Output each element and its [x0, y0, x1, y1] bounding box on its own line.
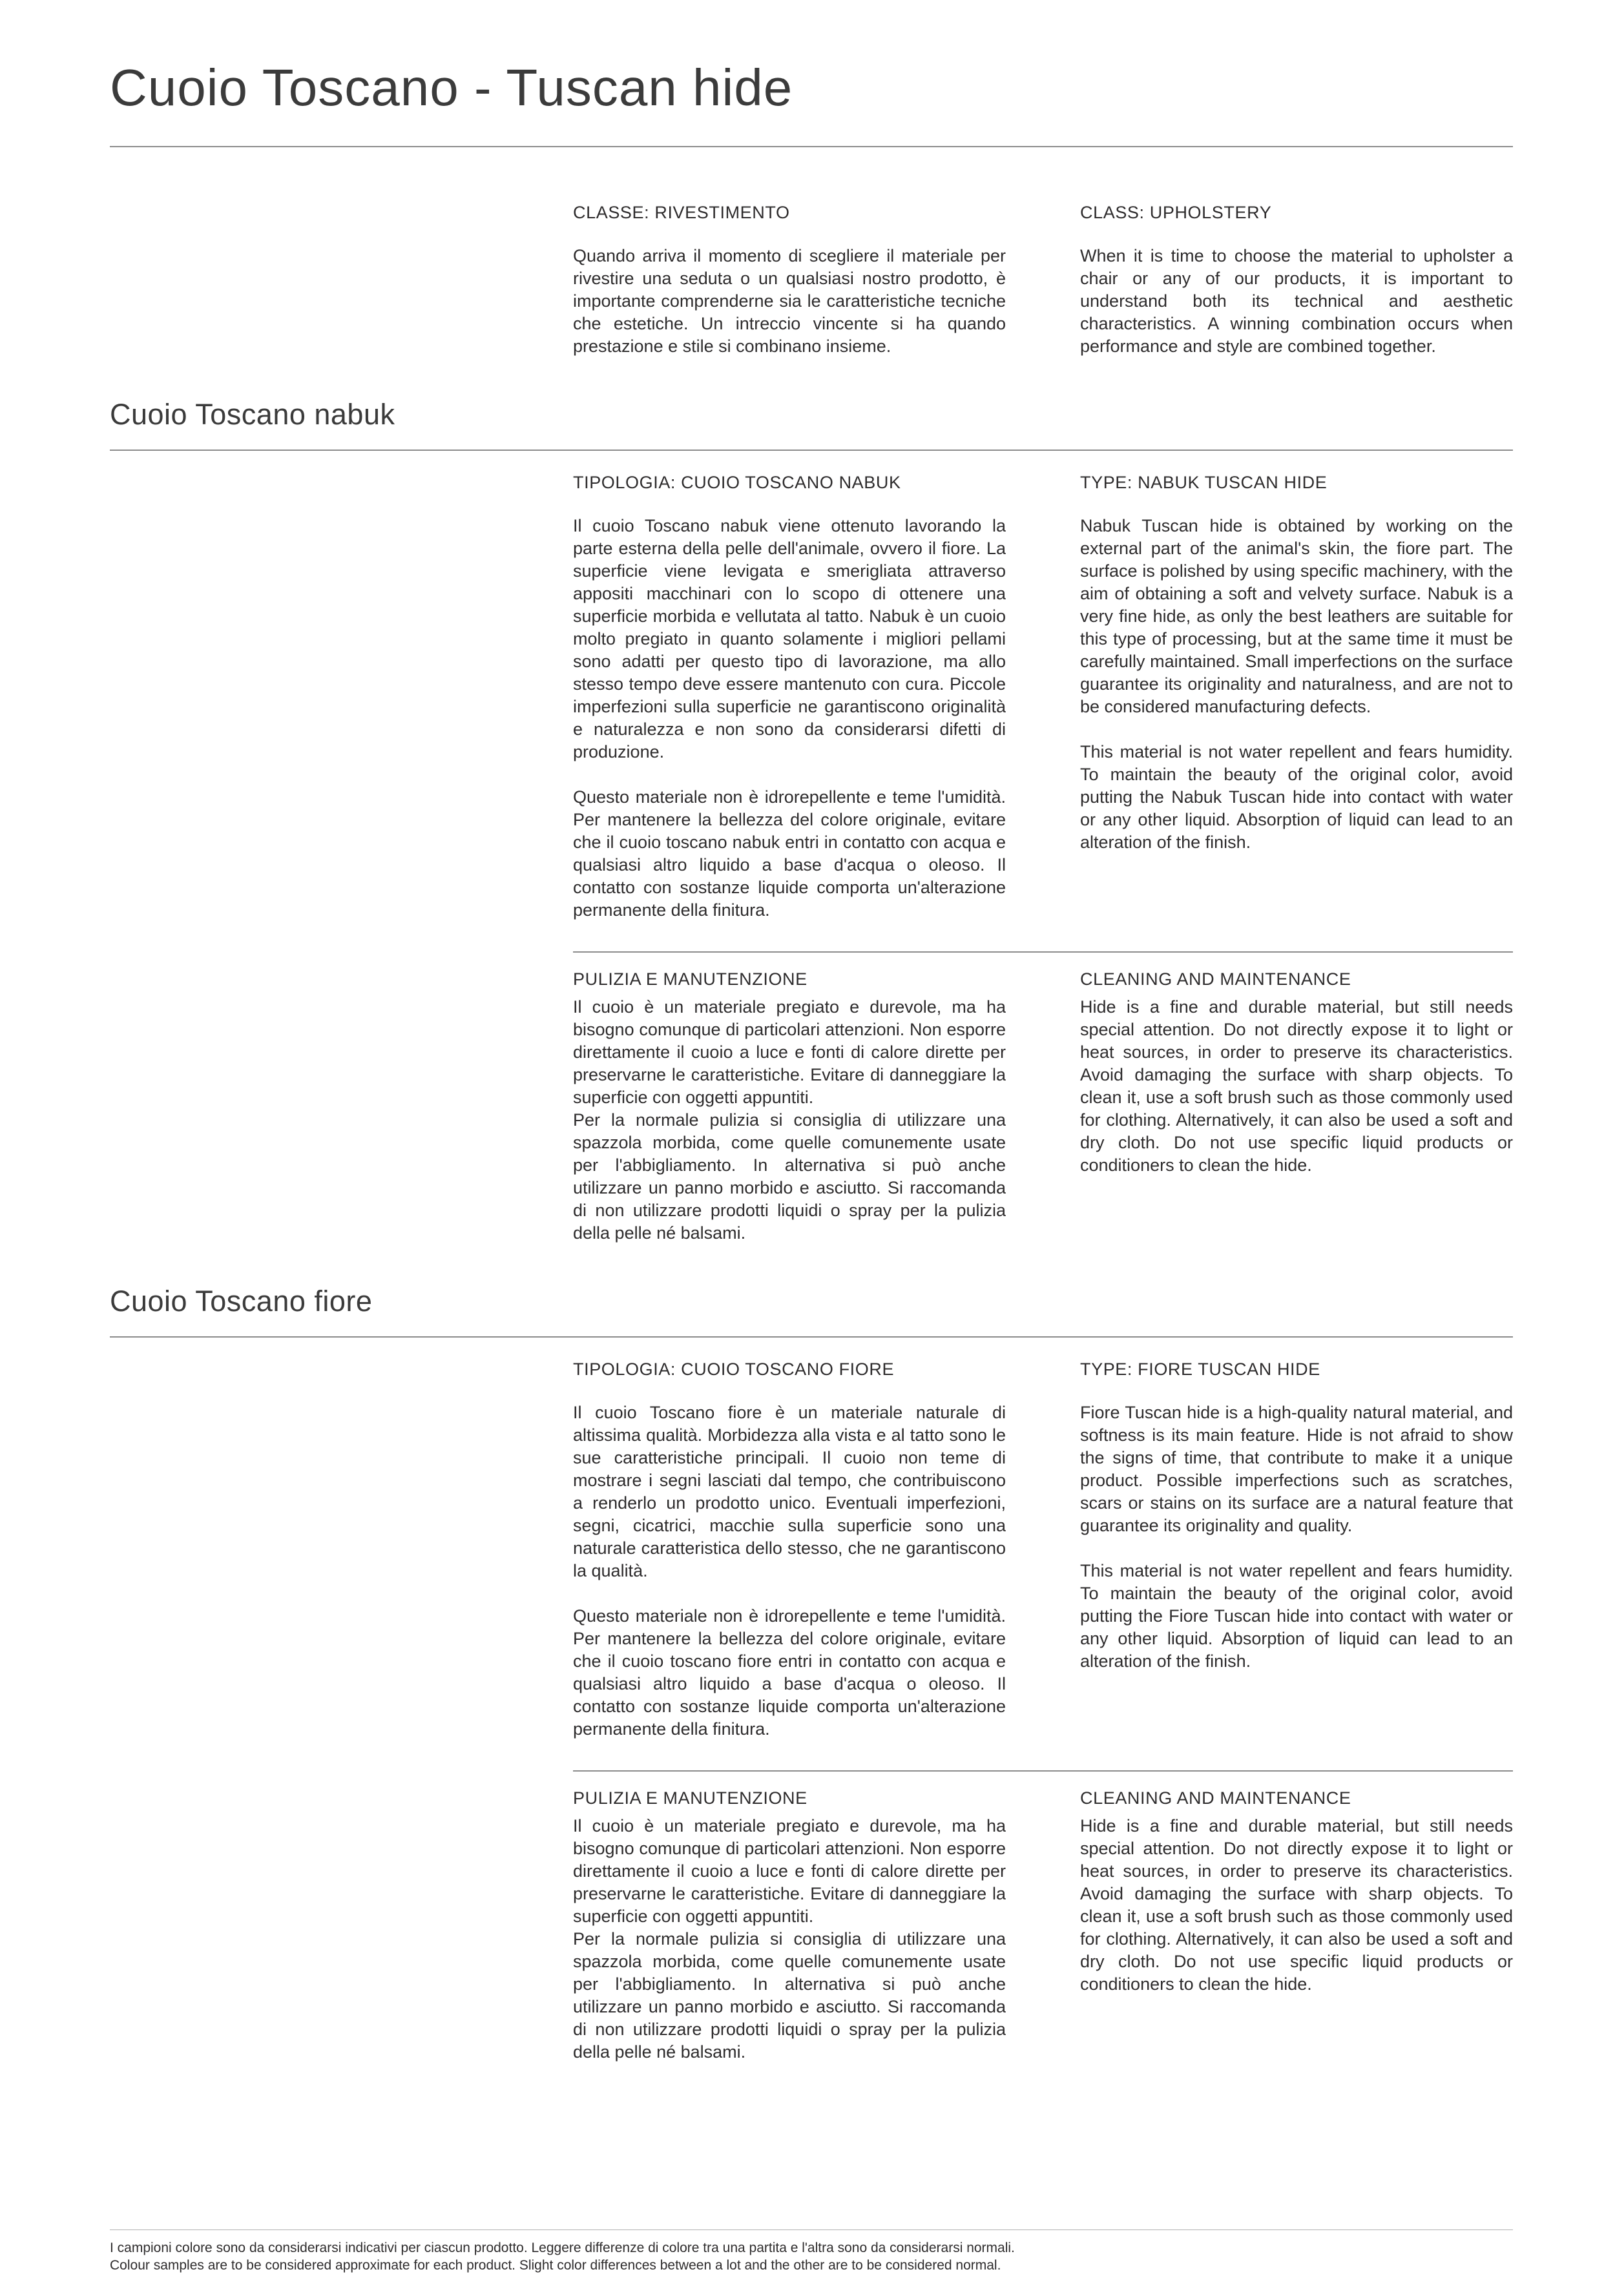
care-paragraph: Il cuoio è un materiale pregiato e durevole, ma ha bisogno comunque di particolari attenzioni. Non esporre direttamente il cuoio a luce e fonti di calore dirette per preservarne le caratteristiche. Evitare di danneggiare la superficie con oggetti appuntiti. [573, 997, 1006, 1107]
care-heading-it: PULIZIA E MANUTENZIONE [573, 1788, 808, 1808]
type-heading-en: TYPE: NABUK TUSCAN HIDE [1080, 473, 1328, 492]
type-paragraph: This material is not water repellent and fears humidity. To maintain the beauty of the original color, avoid putting the Fiore Tuscan hide into contact with water or any other liquid. Absorption of liquid can lead to an alteration of the finish. [1080, 1561, 1513, 1671]
section-fiore [110, 1285, 1513, 2063]
divider-rule [573, 1770, 1513, 1772]
section-nabuk [110, 398, 1513, 1245]
care-col-english [1080, 968, 1513, 1245]
type-col-italian [573, 1358, 1006, 1741]
type-paragraph: Il cuoio Toscano fiore è un materiale naturale di altissima qualità. Morbidezza alla vista e al tatto sono le sue caratteristiche principali. Il cuoio non teme di mostrare i segni lasciati dal tempo, che contribuiscono a renderlo un prodotto unico. Eventuali imperfezioni, segni, cicatrici, macchie sulla superficie sono una naturale caratteristica dello stesso, che ne garantiscono la qualità. [573, 1403, 1006, 1580]
intro-col-italian [573, 202, 1006, 358]
care-col-english [1080, 1787, 1513, 2063]
page-footer [110, 2229, 1513, 2274]
type-paragraph: Il cuoio Toscano nabuk viene ottenuto lavorando la parte esterna della pelle dell'animale, ovvero il fiore. La superficie viene levigata e smerigliata attraverso appositi macchinari con lo scopo di ottenere una superficie morbida e vellutata al tatto. Nabuk è un cuoio molto pregiato in quanto solamente i migliori pellami sono adatti per questo tipo di lavorazione, ma allo stesso tempo deve essere mantenuto con cura. Piccole imperfezioni sulla superficie ne garantiscono originalità e naturalezza e non sono da considerarsi difetti di produzione. [573, 516, 1006, 761]
section-title-nabuk: Cuoio Toscano nabuk [110, 398, 395, 431]
care-heading-en: CLEANING AND MAINTENANCE [1080, 969, 1351, 989]
type-col-english [1080, 1358, 1513, 1741]
care-paragraph: Per la normale pulizia si consiglia di utilizzare una spazzola morbida, come quelle comunemente usate per l'abbigliamento. In alternativa si può anche utilizzare un panno morbido e asciutto. Si raccomanda di non utilizzare prodotti liquidi o spray per la pulizia della pelle né balsami. [573, 1110, 1006, 1243]
type-block-fiore [573, 1358, 1513, 1741]
title-rule [110, 146, 1513, 147]
type-col-english [1080, 471, 1513, 922]
section-title-fiore: Cuoio Toscano fiore [110, 1285, 373, 1318]
type-paragraph: Questo materiale non è idrorepellente e teme l'umidità. Per mantenere la bellezza del colore originale, evitare che il cuoio toscano fiore entri in contatto con acqua e qualsiasi altro liquido a base d'acqua o oleoso. Il contatto con sostanze liquide comporta un'alterazione permanente della finitura. [573, 1606, 1006, 1739]
intro-heading-en: CLASS: UPHOLSTERY [1080, 203, 1272, 222]
care-heading-it: PULIZIA E MANUTENZIONE [573, 969, 808, 989]
intro-text-it: Quando arriva il momento di scegliere il materiale per rivestire una seduta o un qualsiasi nostro prodotto, è importante comprenderne sia le caratteristiche tecniche che estetiche. Un intreccio vincente si ha quando prestazione e stile si combinano insieme. [573, 246, 1006, 356]
care-paragraph: Il cuoio è un materiale pregiato e durevole, ma ha bisogno comunque di particolari attenzioni. Non esporre direttamente il cuoio a luce e fonti di calore dirette per preservarne le caratteristiche. Evitare di danneggiare la superficie con oggetti appuntiti. [573, 1816, 1006, 1926]
section-rule-fiore [110, 1336, 1513, 1338]
intro-heading-it: CLASSE: RIVESTIMENTO [573, 203, 790, 222]
footer-note-en: Colour samples are to be considered approximate for each product. Slight color differences between a lot and the other are to be considered normal. [110, 2258, 1001, 2273]
type-paragraph: Nabuk Tuscan hide is obtained by working on the external part of the animal's skin, the fiore part. The surface is polished by using specific machinery, with the aim of obtaining a soft and velvety surface. Nabuk is a very fine hide, as only the best leathers are suitable for this type of processing, but at the same time it must be carefully maintained. Small imperfections on the surface guarantee its originality and naturalness, and are not to be considered manufacturing defects. [1080, 516, 1513, 716]
care-block-nabuk [573, 968, 1513, 1245]
intro-text-en: When it is time to choose the material to upholster a chair or any of our products, it is important to understand both its technical and aesthetic characteristics. A winning combination occurs when performance and style are combined together. [1080, 246, 1513, 356]
type-block-nabuk [573, 471, 1513, 922]
footer-rule [110, 2229, 1513, 2230]
page-title: Cuoio Toscano - Tuscan hide [110, 59, 793, 116]
care-paragraph: Per la normale pulizia si consiglia di utilizzare una spazzola morbida, come quelle comunemente usate per l'abbigliamento. In alternativa si può anche utilizzare un panno morbido e asciutto. Si raccomanda di non utilizzare prodotti liquidi o spray per la pulizia della pelle né balsami. [573, 1929, 1006, 2062]
care-block-fiore [573, 1787, 1513, 2063]
care-heading-en: CLEANING AND MAINTENANCE [1080, 1788, 1351, 1808]
type-heading-it: TIPOLOGIA: CUOIO TOSCANO NABUK [573, 473, 901, 492]
type-heading-it: TIPOLOGIA: CUOIO TOSCANO FIORE [573, 1360, 895, 1379]
type-paragraph: This material is not water repellent and fears humidity. To maintain the beauty of the original color, avoid putting the Nabuk Tuscan hide into contact with water or any other liquid. Absorption of liquid can lead to an alteration of the finish. [1080, 742, 1513, 852]
type-heading-en: TYPE: FIORE TUSCAN HIDE [1080, 1360, 1320, 1379]
type-paragraph: Fiore Tuscan hide is a high-quality natural material, and softness is its main feature. Hide is not afraid to show the signs of time, that contribute to make it a unique product. Possible imperfections such as scratches, scars or stains on its surface are a natural feature that guarantee its originality and quality. [1080, 1403, 1513, 1535]
care-col-italian [573, 1787, 1006, 2063]
intro-block [573, 202, 1513, 358]
divider-rule [573, 951, 1513, 953]
type-paragraph: Questo materiale non è idrorepellente e teme l'umidità. Per mantenere la bellezza del colore originale, evitare che il cuoio toscano nabuk entri in contatto con acqua e qualsiasi altro liquido a base d'acqua o oleoso. Il contatto con sostanze liquide comporta un'alterazione permanente della finitura. [573, 787, 1006, 920]
footer-note-it: I campioni colore sono da considerarsi indicativi per ciascun prodotto. Leggere differenze di colore tra una partita e l'altra sono da considerarsi normali. [110, 2240, 1015, 2255]
care-col-italian [573, 968, 1006, 1245]
care-paragraph: Hide is a fine and durable material, but still needs special attention. Do not directly expose it to light or heat sources, in order to preserve its characteristics. Avoid damaging the surface with sharp objects. To clean it, use a soft brush such as those commonly used for clothing. Alternatively, it can also be used a soft and dry cloth. Do not use specific liquid products or conditioners to clean the hide. [1080, 997, 1513, 1175]
type-col-italian [573, 471, 1006, 922]
care-paragraph: Hide is a fine and durable material, but still needs special attention. Do not directly expose it to light or heat sources, in order to preserve its characteristics. Avoid damaging the surface with sharp objects. To clean it, use a soft brush such as those commonly used for clothing. Alternatively, it can also be used a soft and dry cloth. Do not use specific liquid products or conditioners to clean the hide. [1080, 1816, 1513, 1994]
intro-col-english [1080, 202, 1513, 358]
section-rule-nabuk [110, 450, 1513, 451]
